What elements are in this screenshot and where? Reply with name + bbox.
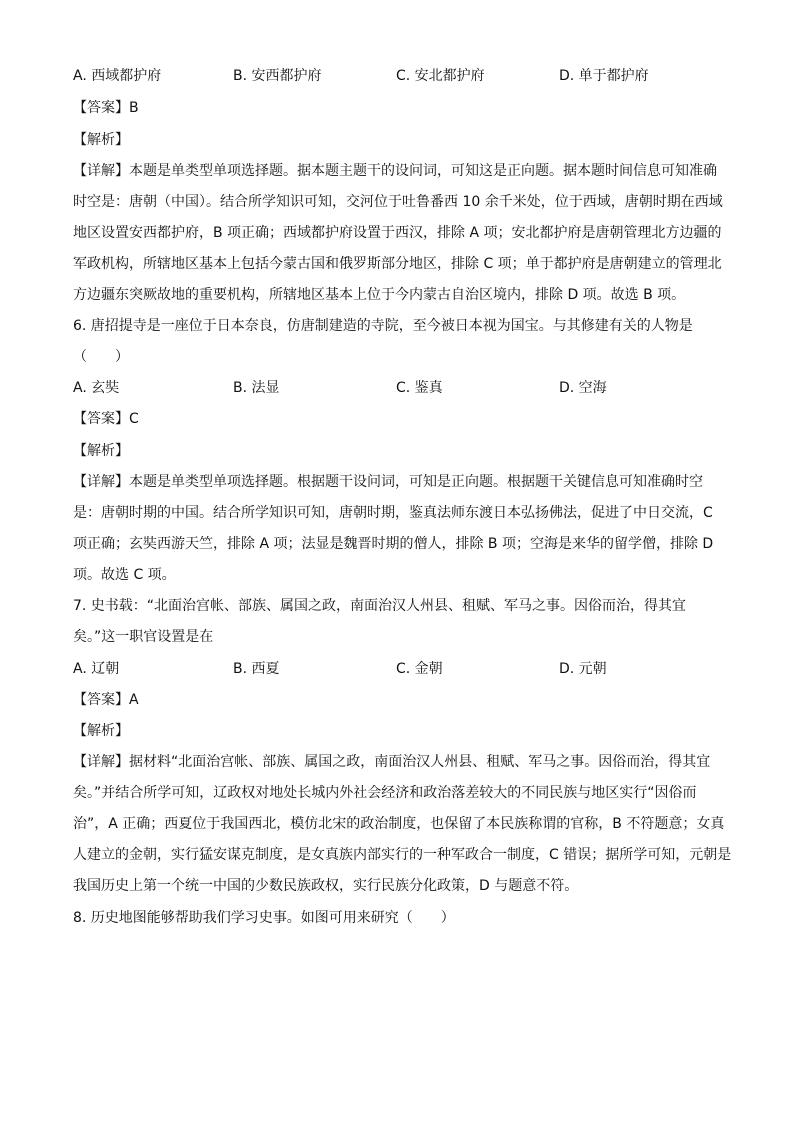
q7-options [73,659,725,679]
q5-detail-line: 军政机构，所辖地区基本上包括今蒙古国和俄罗斯部分地区，排除 C 项；单于都护府是唐朝建立的管理北 [73,256,722,272]
q5-analysis-heading: 【解析】 [73,132,129,148]
q6-option-c: C. 鉴真 [396,380,443,396]
q6-detail-line: 【详解】本题是单类型单项选择题。根据题干设问词，可知是正向题。根据题干关键信息可知准确时空 [73,474,703,490]
q7-option-b: B. 西夏 [233,661,280,677]
q5-detail-line: 方边疆东突厥故地的重要机构，所辖地区基本上位于今内蒙古自治区境内，排除 D 项。故选 B 项。 [73,287,686,303]
q7-stem: 7. 史书载：“北面治宫帐、部族、属国之政，南面治汉人州县、租赋、军马之事。因俗而治，得其宜 [73,598,687,614]
q6-analysis-heading: 【解析】 [73,443,129,459]
q5-option-c: C. 安北都护府 [396,68,485,84]
q6-answer: 【答案】C [73,411,139,427]
q5-option-d: D. 单于都护府 [559,68,649,84]
q7-analysis-heading: 【解析】 [73,723,129,739]
q7-detail-line: 【详解】据材料“北面治宫帐、部族、属国之政，南面治汉人州县、租赋、军马之事。因俗而治，得其宜 [73,754,711,770]
q7-detail-line: 人建立的金朝，实行猛安谋克制度，是女真族内部实行的一种军政合一制度，C 错误；据所学可知，元朝是 [73,847,732,863]
q7-answer: 【答案】A [73,692,139,708]
q5-option-b: B. 安西都护府 [233,68,322,84]
q7-detail-line: 我国历史上第一个统一中国的少数民族政权，实行民族分化政策，D 与题意不符。 [73,878,579,894]
q7-detail-line: 治”，A 正确；西夏位于我国西北，模仿北宋的政治制度，也保留了本民族称谓的官称，B 不符题意；女真 [73,816,725,832]
q6-option-a: A. 玄奘 [73,380,120,396]
q7-option-d: D. 元朝 [559,661,607,677]
q7-detail-line: 矣。”并结合所学可知，辽政权对地处长城内外社会经济和政治落差较大的不同民族与地区实行“因俗而 [73,785,697,801]
q5-detail-line: 地区设置安西都护府，B 项正确；西域都护府设置于西汉，排除 A 项；安北都护府是唐朝管理北方边疆的 [73,225,722,241]
q5-detail-line: 时空是：唐朝（中国）。结合所学知识可知，交河位于吐鲁番西 10 余千米处，位于西域，唐朝时期在西域 [73,194,723,210]
q7-option-c: C. 金朝 [396,661,443,677]
q6-option-d: D. 空海 [559,380,607,396]
q7-stem: 矣。”这一职官设置是在 [73,629,214,645]
q6-stem: 6. 唐招提寺是一座位于日本奈良，仿唐制建造的寺院，至今被日本视为国宝。与其修建有关的人物是 [73,318,693,334]
q6-detail-line: 是：唐朝时期的中国。结合所学知识可知，唐朝时期，鉴真法师东渡日本弘扬佛法，促进了中日交流，C [73,505,713,521]
q5-detail-line: 【详解】本题是单类型单项选择题。据本题主题干的设问词，可知这是正向题。据本题时间信息可知准确 [73,163,717,179]
q7-option-a: A. 辽朝 [73,661,120,677]
q5-options [73,66,725,86]
q6-stem-blank: （ ） [73,349,129,365]
q5-option-a: A. 西域都护府 [73,68,162,84]
q6-detail-line: 项。故选 C 项。 [73,567,176,583]
q8-stem: 8. 历史地图能够帮助我们学习史事。如图可用来研究（ ） [73,910,455,926]
q6-detail-line: 项正确；玄奘西游天竺，排除 A 项；法显是魏晋时期的僧人，排除 B 项；空海是来华的留学僧，排除 D [73,536,714,552]
q5-answer: 【答案】B [73,100,139,116]
q6-options [73,378,725,398]
q6-option-b: B. 法显 [233,380,280,396]
